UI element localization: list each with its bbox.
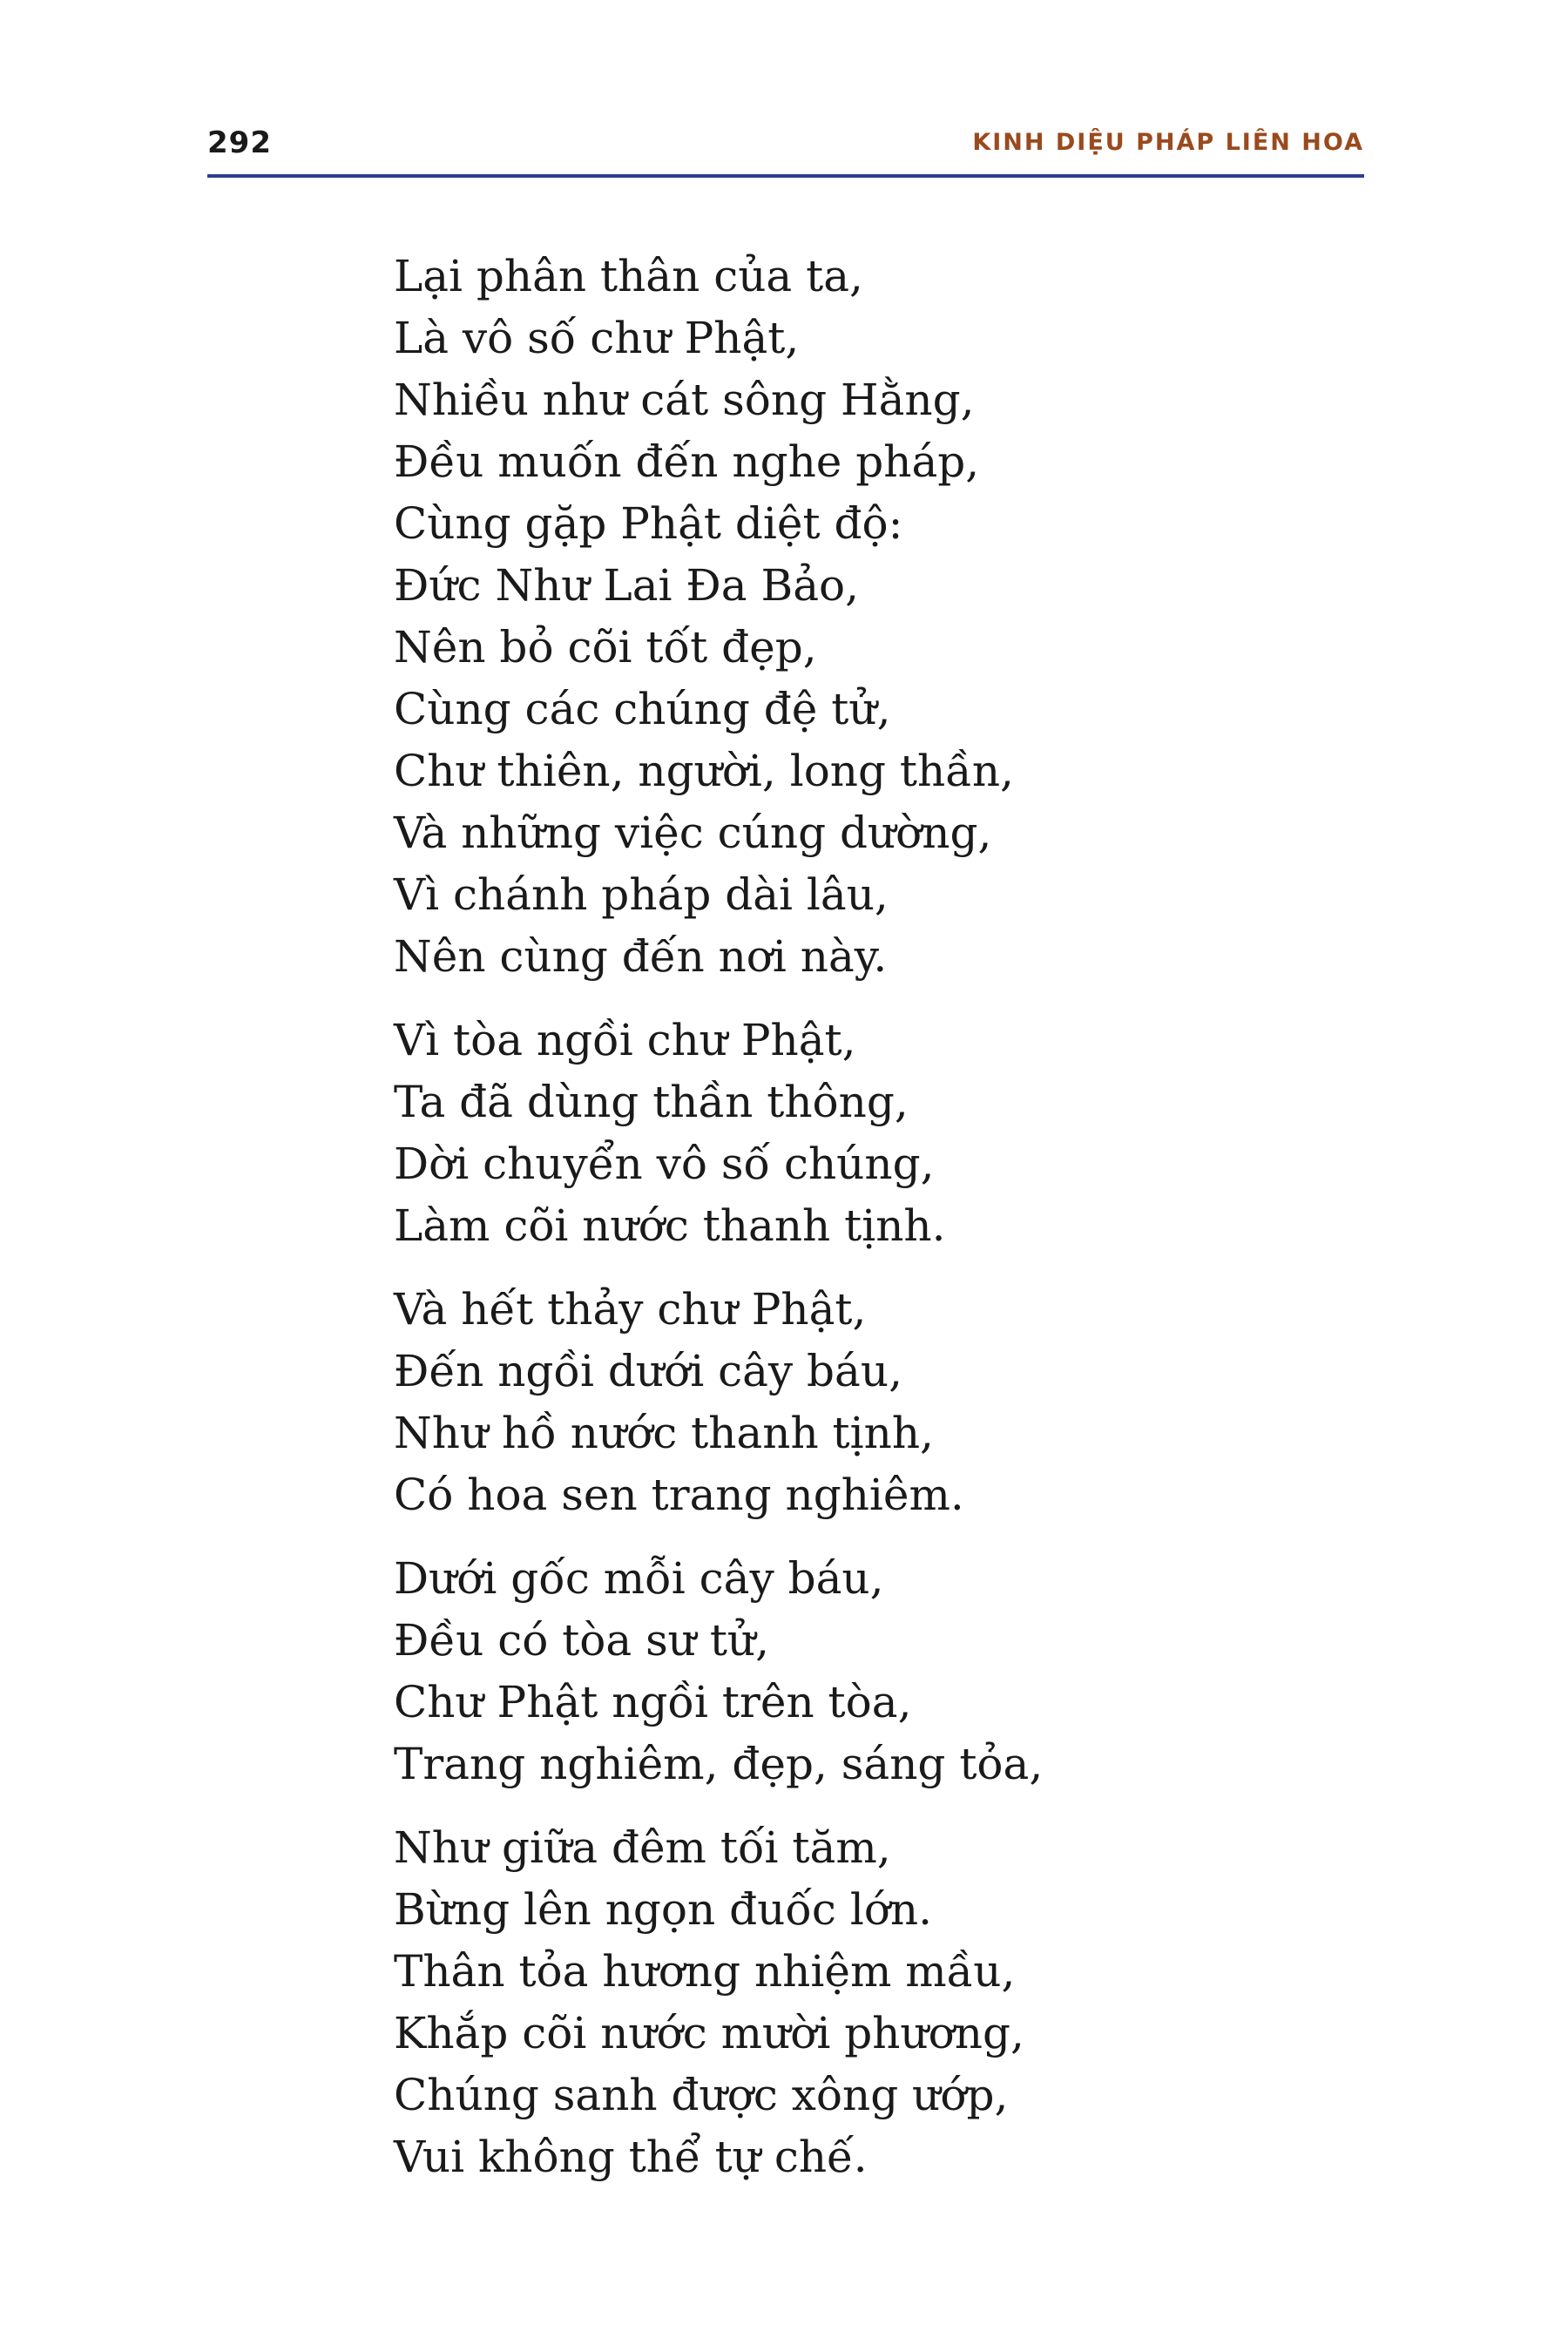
poem-line: Và những việc cúng dường, <box>394 808 992 858</box>
poem-line: Như giữa đêm tối tăm, <box>394 1822 891 1873</box>
poem-line: Khắp cõi nước mười phương, <box>394 2008 1024 2058</box>
poem-line: Như hồ nước thanh tịnh, <box>394 1408 934 1458</box>
page-header <box>207 122 1364 178</box>
poem-line: Dưới gốc mỗi cây báu, <box>394 1553 884 1604</box>
poem-line: Vì chánh pháp dài lâu, <box>394 869 889 920</box>
poem-line: Nên bỏ cõi tốt đẹp, <box>394 622 817 672</box>
poem-line: Trang nghiêm, đẹp, sáng tỏa, <box>394 1739 1044 1789</box>
poem-line: Đến ngồi dưới cây báu, <box>394 1346 902 1396</box>
poem-line: Dời chuyển vô số chúng, <box>394 1139 935 1189</box>
poem-line: Ta đã dùng thần thông, <box>394 1077 909 1127</box>
header-rule <box>207 174 1364 178</box>
stanza-2 <box>394 1010 1265 1257</box>
poem-line: Cùng các chúng đệ tử, <box>394 684 891 734</box>
running-title: KINH DIỆU PHÁP LIÊN HOA <box>972 129 1364 156</box>
poem-line: Có hoa sen trang nghiêm. <box>394 1470 964 1520</box>
poem-line: Nhiều như cát sông Hằng, <box>394 375 975 425</box>
poem-line: Chư Phật ngồi trên tòa, <box>394 1677 912 1727</box>
poem-line: Đều có tòa sư tử, <box>394 1615 770 1666</box>
poem-line: Vui không thể tự chế. <box>394 2132 868 2182</box>
poem-line: Đều muốn đến nghe pháp, <box>394 436 980 487</box>
stanza-3 <box>394 1279 1265 1526</box>
poem-line: Làm cõi nước thanh tịnh. <box>394 1200 946 1251</box>
poem-line: Thân tỏa hương nhiệm mầu, <box>394 1946 1016 1997</box>
poem-line: Đức Như Lai Đa Bảo, <box>394 560 860 611</box>
poem-line: Chư thiên, người, long thần, <box>394 746 1014 796</box>
poem-line: Cùng gặp Phật diệt độ: <box>394 498 903 549</box>
poem-line: Bừng lên ngọn đuốc lớn. <box>394 1884 933 1935</box>
poem-line: Chúng sanh được xông ướp, <box>394 2070 1009 2120</box>
poem-line: Nên cùng đến nơi này. <box>394 931 888 982</box>
page-number: 292 <box>207 125 272 160</box>
poem-line: Và hết thảy chư Phật, <box>394 1284 867 1335</box>
stanza-4 <box>394 1548 1265 1795</box>
poem-line: Lại phân thân của ta, <box>394 251 863 301</box>
stanza-5 <box>394 1817 1265 2188</box>
stanza-1 <box>394 246 1265 988</box>
poem-line: Là vô số chư Phật, <box>394 313 800 363</box>
poem-body <box>394 246 1265 2210</box>
poem-line: Vì tòa ngồi chư Phật, <box>394 1015 856 1065</box>
